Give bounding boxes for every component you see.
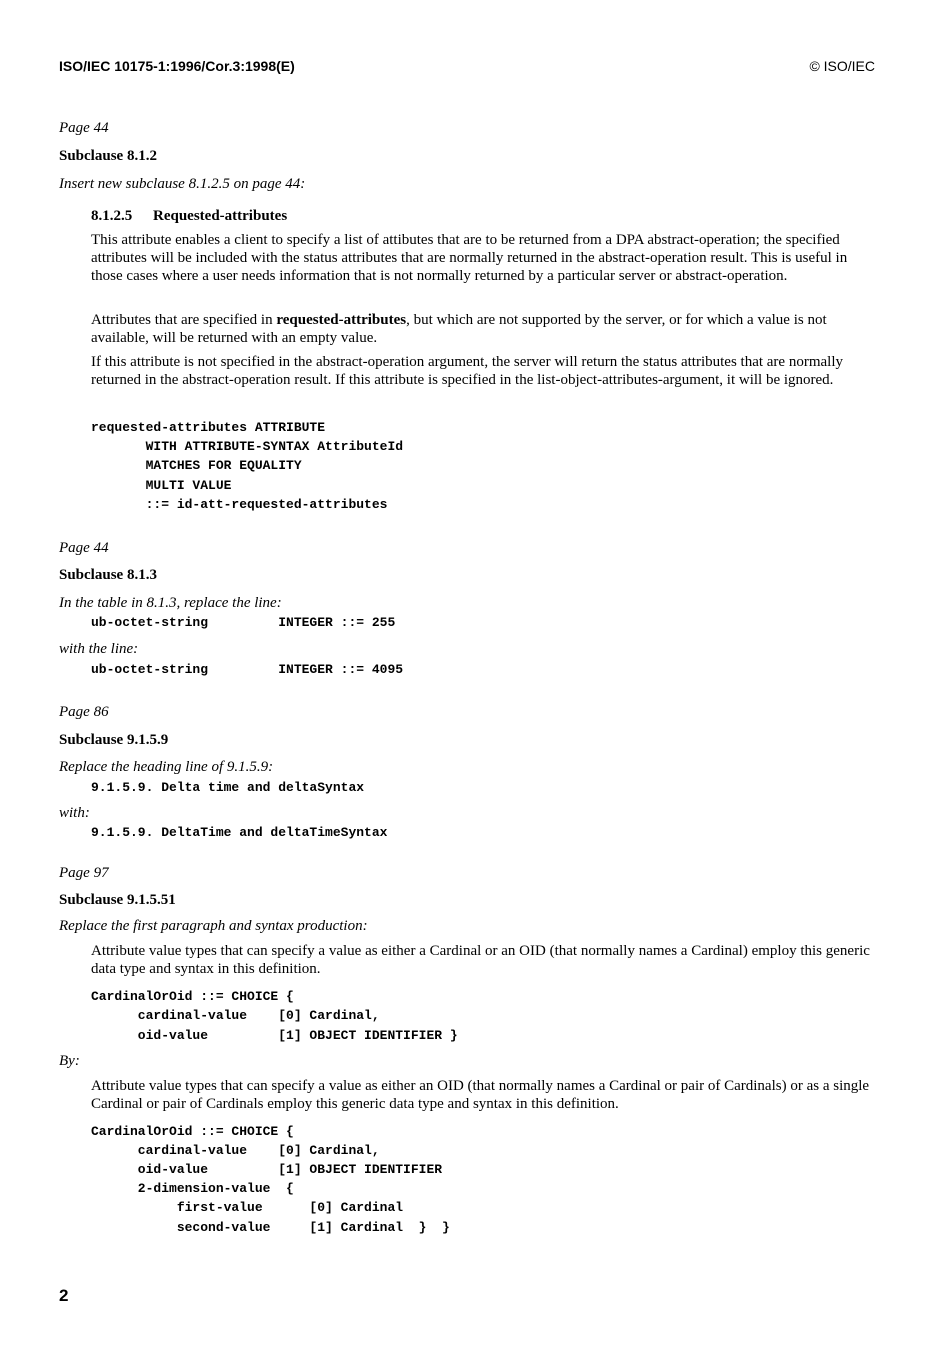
paragraph-text: Attributes that are specified in <box>91 312 277 328</box>
code-line: MATCHES FOR EQUALITY <box>91 458 302 473</box>
instruction-text: with: <box>59 805 90 821</box>
code-line: cardinal-value [0] Cardinal, <box>91 1008 380 1023</box>
paragraph: Attribute value types that can specify a value as either a Cardinal or an OID (that normally names a Cardinal) employ this generic data type and syntax in this definition. <box>91 943 870 977</box>
instruction-text: Replace the heading line of 9.1.5.9: <box>59 759 274 775</box>
code-line: WITH ATTRIBUTE-SYNTAX AttributeId <box>91 439 404 454</box>
code-line: 2-dimension-value { <box>91 1181 294 1196</box>
term-emphasis: requested-attributes <box>276 312 407 328</box>
instruction-text: In the table in 8.1.3, replace the line: <box>59 595 282 611</box>
instruction-text: By: <box>59 1053 80 1069</box>
page-number: 2 <box>59 1286 69 1305</box>
code-line: oid-value [1] OBJECT IDENTIFIER } <box>91 1028 458 1043</box>
copyright-label: © ISO/IEC <box>809 58 875 74</box>
instruction-text: Replace the first paragraph and syntax production: <box>59 918 368 934</box>
section-heading-title: Requested-attributes <box>153 208 288 224</box>
code-line: CardinalOrOid ::= CHOICE { <box>91 989 294 1004</box>
code-line: second-value [1] Cardinal } } <box>91 1220 450 1235</box>
code-line: ub-octet-string INTEGER ::= 255 <box>91 615 396 630</box>
paragraph: If this attribute is not specified in the abstract-operation argument, the server will return the status attributes that are normally returned in the abstract-operation result. If this attribute is specified in the list-object-attributes-argument, it will be ignored. <box>91 354 843 388</box>
paragraph: Attribute value types that can specify a value as either an OID (that normally names a Cardinal or pair of Cardinals) or as a single Cardinal or pair of Cardinals employ this generic data type and syntax in this definition. <box>91 1078 870 1112</box>
page-reference: Page 86 <box>59 704 109 720</box>
code-line: 9.1.5.9. Delta time and deltaSyntax <box>91 780 365 795</box>
code-line: CardinalOrOid ::= CHOICE { <box>91 1124 294 1139</box>
code-line: oid-value [1] OBJECT IDENTIFIER <box>91 1162 443 1177</box>
subclause-heading: Subclause 8.1.3 <box>59 567 157 583</box>
section-heading-number: 8.1.2.5 <box>91 208 133 224</box>
paragraph-text: , but which are not supported by the server, or for which a value is not available, will be returned with an empty value. <box>91 312 827 346</box>
code-line: MULTI VALUE <box>91 478 232 493</box>
subclause-heading: Subclause 9.1.5.9 <box>59 732 169 748</box>
subclause-heading: Subclause 9.1.5.51 <box>59 892 176 908</box>
code-line: requested-attributes ATTRIBUTE <box>91 420 326 435</box>
subclause-heading: Subclause 8.1.2 <box>59 148 157 164</box>
code-line: 9.1.5.9. DeltaTime and deltaTimeSyntax <box>91 825 388 840</box>
instruction-text: with the line: <box>59 641 139 657</box>
paragraph: This attribute enables a client to specify a list of attibutes that are to be returned from a DPA abstract-operation; the specified attributes will be included with the status attributes that are normally returned in the abstract-operation result. This is useful in those cases where a user needs information that is not normally returned by a particular server or abstract-operation. <box>91 232 848 284</box>
code-line: ::= id-att-requested-attributes <box>91 497 388 512</box>
document-header-title: ISO/IEC 10175-1:1996/Cor.3:1998(E) <box>59 58 295 74</box>
code-line: cardinal-value [0] Cardinal, <box>91 1143 380 1158</box>
code-line: first-value [0] Cardinal <box>91 1200 404 1215</box>
code-line: ub-octet-string INTEGER ::= 4095 <box>91 662 404 677</box>
page-reference: Page 44 <box>59 540 109 556</box>
paragraph <box>91 311 881 347</box>
page-reference: Page 97 <box>59 865 109 881</box>
instruction-text: Insert new subclause 8.1.2.5 on page 44: <box>59 176 306 192</box>
page-reference: Page 44 <box>59 120 109 136</box>
